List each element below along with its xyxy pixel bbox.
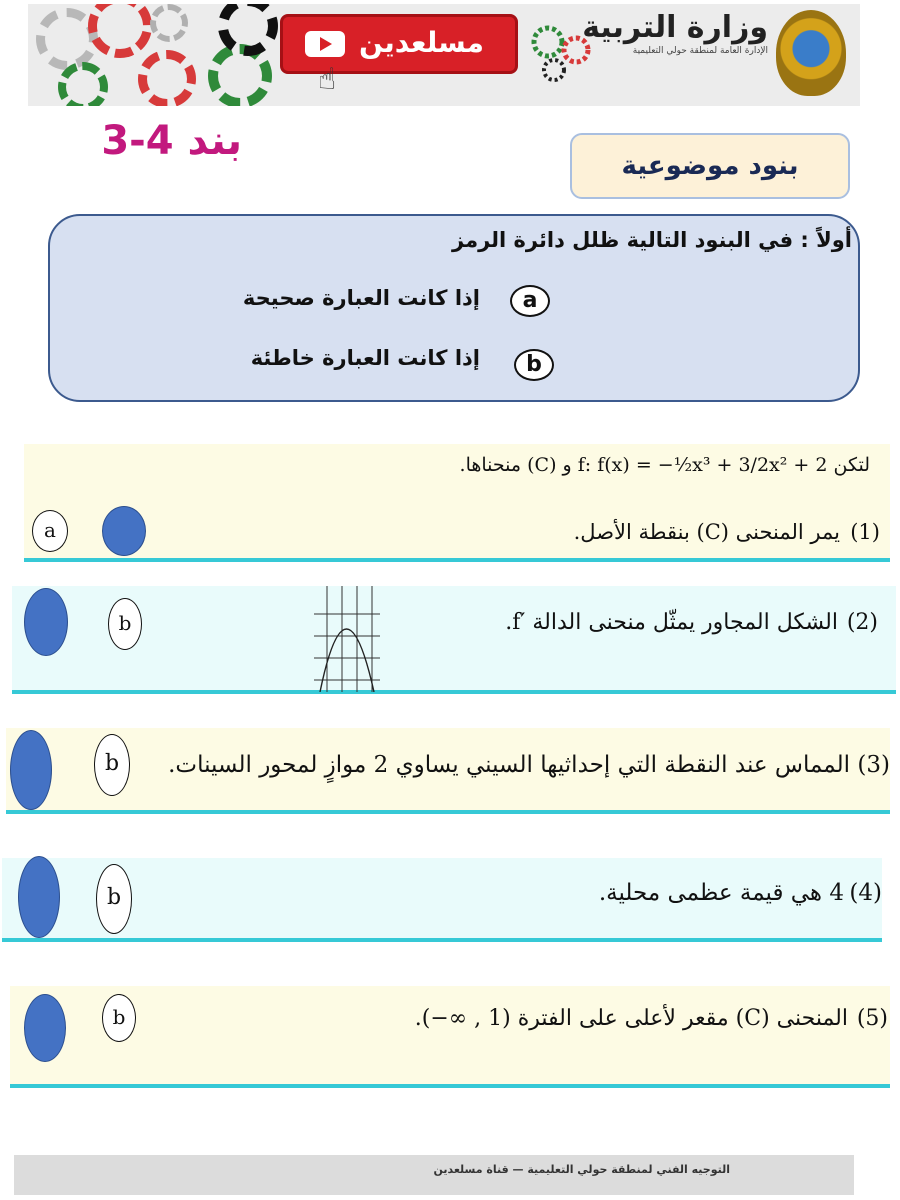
question-3-text: المماس عند النقطة التي إحداثيها السيني يساوي 2 موازٍ لمحور السينات.: [168, 752, 850, 778]
gear-icon: [150, 4, 188, 42]
channel-button-label: مسلعدين: [359, 26, 484, 59]
gear-icon: [218, 4, 278, 56]
question-5-number: (5): [856, 1006, 888, 1031]
option-a-symbol: a: [510, 285, 550, 317]
gear-icon: [88, 4, 152, 58]
option-b-symbol: b: [514, 349, 554, 381]
question-4-choice-b[interactable]: b: [96, 864, 132, 934]
instructions-title: أولاً : في البنود التالية ظلل دائرة الرمز: [452, 228, 852, 252]
derivative-graph: [312, 586, 382, 692]
question-5-choice-a[interactable]: [24, 994, 66, 1062]
option-a-text: إذا كانت العبارة صحيحة: [242, 286, 480, 310]
question-1-number: (1): [850, 520, 880, 544]
question-3-choice-b[interactable]: b: [94, 734, 130, 796]
ministry-title: [548, 10, 768, 57]
question-3-number: (3): [857, 752, 890, 778]
question-3-choice-a[interactable]: [10, 730, 52, 810]
gear-icon: [58, 62, 108, 106]
hand-pointer-icon: ☝: [318, 62, 337, 97]
question-card-5: [10, 986, 890, 1088]
section-number: بند 4-3: [101, 118, 242, 164]
footer-contacts: التوجيه الفني لمنطقة حولي التعليمية — قناة مسلعدين: [433, 1163, 730, 1176]
channel-button[interactable]: [280, 14, 518, 74]
ministry-name: وزارة التربية: [582, 10, 768, 45]
question-2-text: الشكل المجاور يمثّل منحنى الدالة ′f.: [505, 610, 838, 635]
question-1-text: يمر المنحنى (C) بنقطة الأصل.: [573, 520, 840, 544]
section-title: بنود موضوعية: [570, 133, 850, 199]
question-1-choice-b[interactable]: [102, 506, 146, 556]
question-5-choice-b[interactable]: b: [102, 994, 136, 1042]
question-5-text: المنحنى (C) مقعر لأعلى على الفترة (1 , ∞−).: [414, 1006, 848, 1031]
kuwait-emblem-icon: [776, 10, 846, 96]
question-card-2: [12, 586, 896, 694]
option-b-text: إذا كانت العبارة خاطئة: [250, 346, 480, 370]
question-2-number: (2): [846, 610, 878, 635]
question-preamble: لتكن f: f(x) = −½x³ + 3/2x² + 2 و (C) منحناها.: [459, 454, 870, 476]
question-4-text: 4 هي قيمة عظمى محلية.: [598, 880, 844, 906]
ministry-subtitle: الإدارة العامة لمنطقة حولي التعليمية: [632, 46, 768, 56]
gear-icon: [138, 50, 196, 106]
header-banner: [28, 4, 860, 106]
question-4-choice-a[interactable]: [18, 856, 60, 938]
question-4-number: (4): [849, 880, 882, 906]
question-1-choice-a[interactable]: a: [32, 510, 68, 552]
question-2-choice-a[interactable]: [24, 588, 68, 656]
question-2-choice-b[interactable]: b: [108, 598, 142, 650]
